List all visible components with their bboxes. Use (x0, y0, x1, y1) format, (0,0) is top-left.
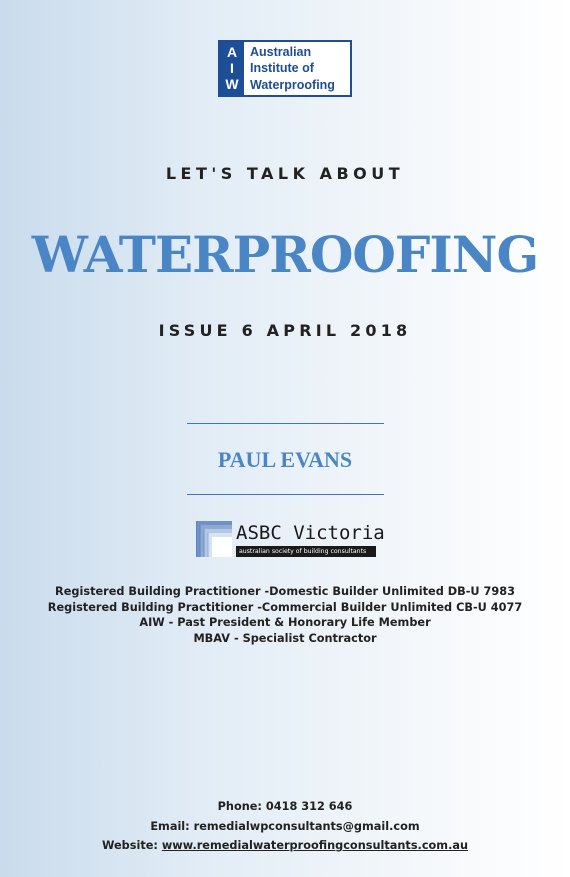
aiw-logo (218, 40, 352, 97)
credential-line: Registered Building Practitioner -Domestic Builder Unlimited DB-U 7983 (55, 585, 515, 598)
issue-line: ISSUE 6 APRIL 2018 (158, 321, 412, 340)
aiw-letter-a: A (226, 43, 238, 60)
website-link[interactable]: www.remedialwaterproofingconsultants.com.au (161, 839, 469, 852)
credential-line: AIW - Past President & Honorary Life Member (139, 616, 431, 629)
asbc-logo (196, 521, 385, 559)
contact-block (0, 797, 570, 856)
phone-number: 0418 312 646 (265, 800, 353, 813)
author-name: PAUL EVANS (217, 447, 353, 472)
email-label: Email: (150, 819, 194, 833)
divider-top (187, 423, 384, 424)
credential-line: Registered Building Practitioner -Commercial Builder Unlimited CB-U 4077 (47, 600, 523, 614)
asbc-mark-icon (196, 521, 232, 557)
asbc-name: ASBC Victoria (236, 522, 385, 544)
phone-line (0, 797, 570, 817)
aiw-logo-words (244, 42, 350, 95)
aiw-word-australian: Australian (250, 45, 312, 60)
website-line (0, 836, 570, 856)
aiw-word-institute: Institute of (250, 61, 314, 76)
divider-bottom (187, 494, 384, 495)
credentials-block (0, 584, 570, 646)
email-address: remedialwpconsultants@gmail.com (193, 819, 420, 833)
aiw-word-waterproofing: Waterproofing (250, 77, 335, 92)
aiw-logo-letters (220, 42, 244, 95)
aiw-letter-i: I (230, 59, 234, 76)
main-title: WATERPROOFING (31, 225, 539, 284)
credential-line: MBAV - Specialist Contractor (193, 631, 377, 645)
website-label: Website: (101, 839, 162, 852)
phone-label: Phone: (217, 800, 266, 813)
aiw-letter-w: W (225, 76, 239, 93)
kicker-text: LET'S TALK ABOUT (165, 164, 405, 183)
asbc-tagline: australian society of building consultants (236, 546, 376, 557)
email-line (0, 817, 570, 837)
